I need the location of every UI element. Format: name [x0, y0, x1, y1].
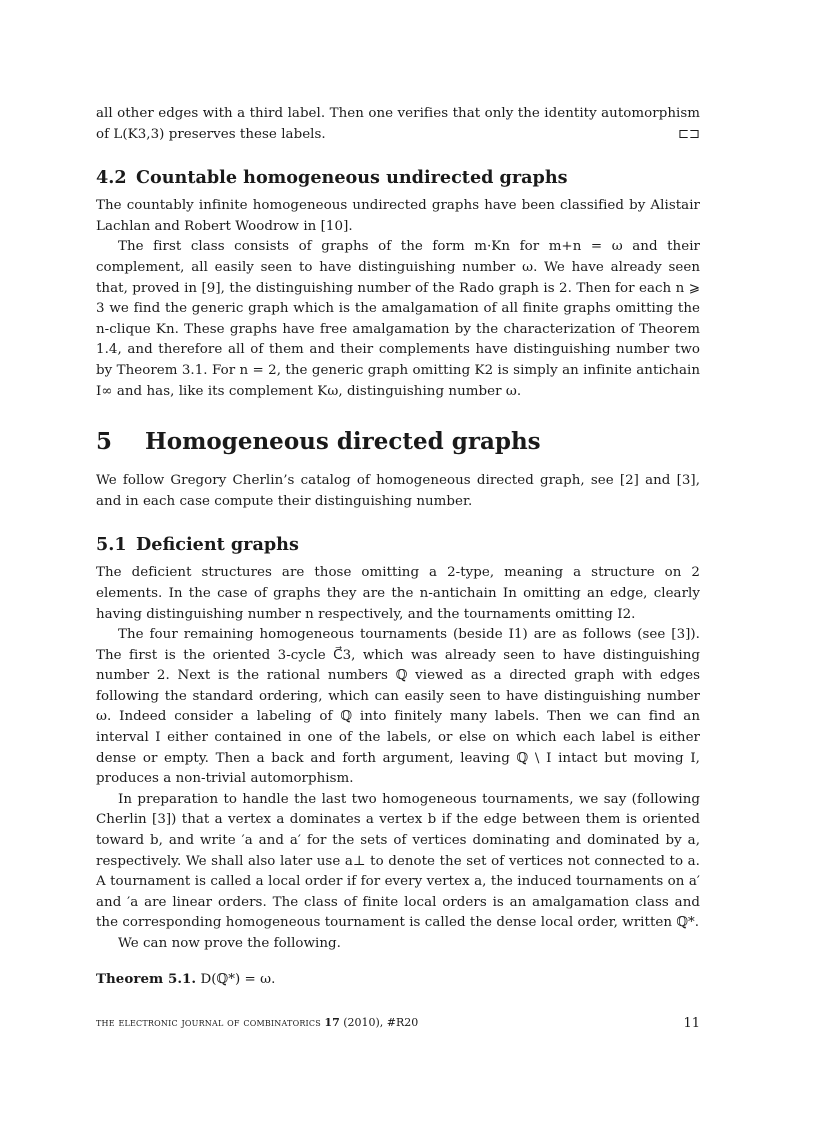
section-number: 5.1 — [96, 534, 127, 556]
section-number: 4.2 — [96, 167, 127, 189]
qed-symbol: ⊏⊐ — [677, 127, 700, 143]
section-title: Countable homogeneous undirected graphs — [136, 167, 568, 189]
section-5-1-heading — [96, 534, 700, 555]
journal-name: the electronic journal of combinatorics — [96, 1016, 321, 1029]
journal-volume: 17 — [324, 1016, 340, 1029]
page-footer — [96, 1016, 700, 1031]
paragraph: We can now prove the following. — [118, 936, 341, 951]
theorem-statement: D(ℚ*) = ω. — [200, 971, 276, 987]
paragraph: We follow Gregory Cherlin’s catalog of homogeneous directed graph, see [2] and [3], and in each case compute their distinguishing number. — [96, 473, 700, 509]
paragraph: The four remaining homogeneous tournaments (beside I1) are as follows (see [3]). The first is the oriented 3-cycle C⃗3, which was already seen to have distinguishing number 2. Next is the rational numbers ℚ viewed as a directed graph with edges following the standard ordering, which can easily seen to have distinguishing number ω. Indeed consider a labeling of ℚ into finitely many labels. Then we can find an interval I either contained in one of the labels, or else on which each label is either dense or empty. Then a back and forth argument, leaving ℚ \ I intact but moving I, produces a non-trivial automorphism. — [96, 627, 700, 787]
theorem-5-1 — [96, 969, 700, 991]
intro-paragraph: all other edges with a third label. Then one verifies that only the identity automorphism of L(K3,3) preserves these labels. — [96, 106, 700, 142]
paragraph: The first class consists of graphs of the form m·Kn for m+n = ω and their complement, all easily seen to have distinguishing number ω. We have already seen that, proved in [9], the distinguishing number of the Rado graph is 2. Then for each n ⩾ 3 we find the generic graph which is the amalgamation of all finite graphs omitting the n-clique Kn. These graphs have free amalgamation by the characterization of Theorem 1.4, and therefore all of them and their complements have distinguishing number two by Theorem 3.1. For n = 2, the generic graph omitting K2 is simply an infinite antichain I∞ and has, like its complement Kω, distinguishing number ω. — [96, 239, 700, 399]
paragraph: The countably infinite homogeneous undirected graphs have been classified by Alistair Lachlan and Robert Woodrow in [10]. — [96, 198, 700, 234]
intro-paragraph-wrap — [96, 104, 700, 145]
paragraph: In preparation to handle the last two homogeneous tournaments, we say (following Cherlin [3]) that a vertex a dominates a vertex b if the edge between them is oriented toward b, and write ′a and a′ for the sets of vertices dominating and dominated by a, respectively. We shall also later use a⊥ to denote the set of vertices not connected to a. A tournament is called a local order if for every vertex a, the induced tournaments on a′ and ′a are linear orders. The class of finite local orders is an amalgamation class and the corresponding homogeneous tournament is called the dense local order, written ℚ*. — [96, 791, 700, 931]
section-5-heading — [96, 428, 700, 455]
journal-year-id: (2010), #R20 — [343, 1016, 419, 1029]
journal-citation — [96, 1016, 418, 1031]
theorem-label: Theorem 5.1. — [96, 970, 197, 987]
page-number: 11 — [683, 1016, 700, 1031]
section-number: 5 — [96, 428, 113, 456]
page-body — [96, 104, 700, 990]
section-4-2-heading — [96, 167, 700, 188]
paragraph: The deficient structures are those omitting a 2-type, meaning a structure on 2 elements. In the case of graphs they are the n-antichain In omitting an edge, clearly having distinguishing number n respectively, and the tournaments omitting I2. — [96, 565, 700, 622]
section-title: Homogeneous directed graphs — [145, 428, 541, 456]
section-title: Deficient graphs — [136, 534, 299, 556]
